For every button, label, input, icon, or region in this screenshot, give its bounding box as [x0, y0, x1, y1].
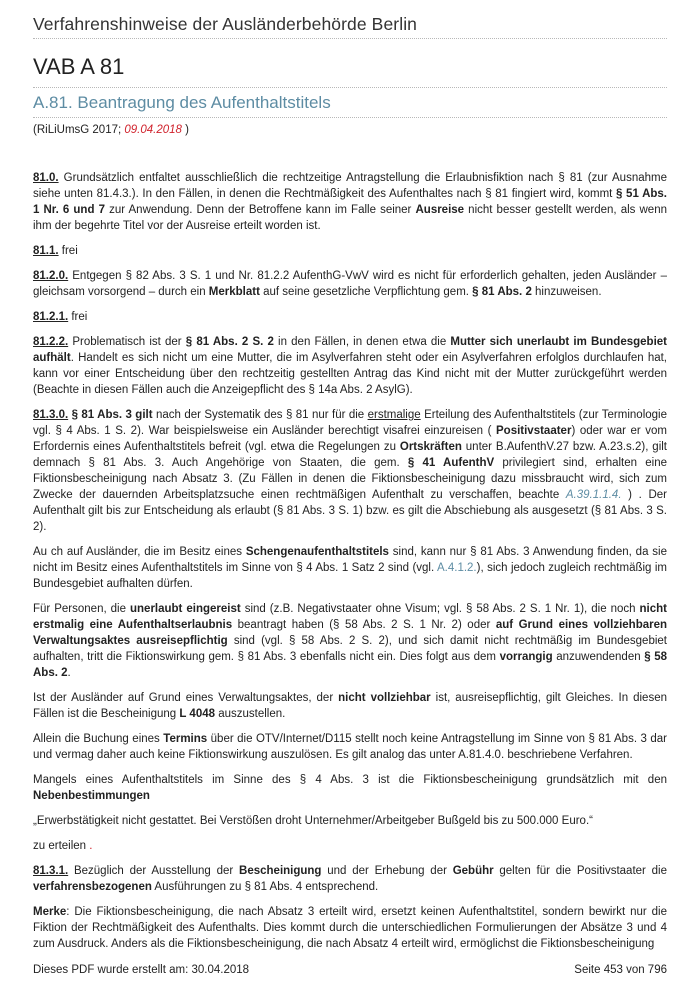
paragraph-number[interactable]: 81.0.	[33, 172, 59, 184]
paragraph-81-0: 81.0. Grundsätzlich entfaltet ausschließlich die rechtzeitige Antragstellung die Erlaubnisfiktion nach § 81 (zur Ausnahme siehe unten 81.4.3.). In den Fällen, in denen die Rechtmäßigkeit des Aufenthaltes nach § 81 fingiert wird, kommt § 51 Abs. 1 Nr. 6 und 7 zur Anwendung. Denn der Betroffene kann im Falle seiner Ausreise nicht besser gestellt werden, als wenn ihm der begehrte Titel vor der Ausreise erteilt worden ist.	[33, 172, 667, 232]
paragraph-nebenbestimmungen: Mangels eines Aufenthaltstitels im Sinne des § 4 Abs. 3 ist die Fiktionsbescheinigung grundsätzlich mit den Nebenbestimmungen	[33, 774, 667, 802]
page-number: Seite 453 von 796	[574, 964, 667, 976]
paragraph-number[interactable]: 81.2.2.	[33, 336, 69, 348]
paragraph-81-3-0: 81.3.0. § 81 Abs. 3 gilt nach der Systematik des § 81 nur für die erstmalige Erteilung des Aufenthaltstitels (zur Terminologie vgl. § 4 Abs. 1 S. 2). War beispielsweise ein Ausländer berechtigt visafrei einzureisen ( Positivstaater) oder war er vom Erfordernis eines Aufenthaltstitels befreit (vgl. etwa die Regelungen zu Ortskräften unter B.AufenthV.27 bzw. A.23.s.2), gilt demnach § 81 Abs. 3. Auch Angehörige von Staaten, die gem. § 41 AufenthV privilegiert sind, erhalten eine Fiktionsbescheinigung nach Absatz 3. (Zu Fällen in denen die Fiktionsbescheinigung dazu missbraucht wird, sich zum Zwecke der dauernden Arbeitsplatzsuche einen rechtmäßigen Aufenthalt zu verschaffen, beachte A.39.1.1.4. ) . Der Aufenthalt gilt bis zur Entscheidung als erlaubt (§ 81 Abs. 3 S. 1) bzw. es gilt die Abschiebung als ausgesetzt (§ 81 Abs. 3 S. 2).	[33, 409, 668, 533]
cross-reference-link[interactable]: A.4.1.2.	[436, 562, 477, 574]
paragraph-quote: „Erwerbstätigkeit nicht gestattet. Bei Verstößen droht Unternehmer/Arbeitgeber Bußgeld bis zu 500.000 Euro.“	[33, 815, 593, 827]
created-date: Dieses PDF wurde erstellt am: 30.04.2018	[33, 964, 250, 976]
paragraph-81-3-1: 81.3.1. Bezüglich der Ausstellung der Bescheinigung und der Erhebung der Gebühr gelten für die Positivstaater die verfahrensbezogenen Ausführungen zu § 81 Abs. 4 entsprechend.	[33, 865, 667, 893]
document-title: VAB A 81	[33, 54, 125, 79]
paragraph-number[interactable]: 81.2.1.	[33, 311, 69, 323]
paragraph-number[interactable]: 81.3.1.	[33, 865, 69, 877]
document-body	[33, 170, 667, 961]
paragraph-zu-erteilen: zu erteilen .	[33, 840, 93, 852]
cross-reference-link[interactable]: A.39.1.1.4.	[565, 489, 622, 501]
title-divider	[33, 87, 667, 88]
paragraph-number[interactable]: 81.3.0.	[33, 409, 69, 421]
section-title: A.81. Beantragung des Aufenthaltstitels	[33, 93, 331, 112]
paragraph-number[interactable]: 81.2.0.	[33, 270, 69, 282]
paragraph-verwaltungsakt: Ist der Ausländer auf Grund eines Verwaltungsaktes, der nicht vollziehbar ist, ausreisepflichtig, gilt Gleiches. In diesen Fällen ist die Bescheinigung L 4048 auszustellen.	[33, 692, 667, 720]
section-divider	[33, 117, 667, 118]
header-divider	[33, 38, 667, 39]
paragraph-schengen: Au ch auf Ausländer, die im Besitz eines Schengenaufenthaltstitels sind, kann nur § 81 Abs. 3 Anwendung finden, da sie nicht im Besitz eines Aufenthaltstitels im Sinne von § 4 Abs. 1 Satz 2 sind (vgl. A.4.1.2.), sich jedoch zugleich rechtmäßig im Bundesgebiet aufhalten dürfen.	[33, 546, 668, 590]
paragraph-81-2-2: 81.2.2. Problematisch ist der § 81 Abs. 2 S. 2 in den Fällen, in denen etwa die Mutter sich unerlaubt im Bundesgebiet aufhält. Handelt es sich nicht um eine Mutter, die im Asylverfahren steht oder ein Asylverfahren erfolglos durchlaufen hat, kann vor einer Entscheidung über den rechtzeitig gestellten Antrag das Kind nicht mit der Mutter zurückgeführt werden (Beachte in diesen Fällen auch die Anzeigepflicht des § 14a Abs. 2 AsylG).	[33, 336, 667, 396]
paragraph-termin: Allein die Buchung eines Termins über die OTV/Internet/D115 stellt noch keine Antragstellung im Sinne von § 81 Abs. 3 dar und vermag daher auch keine Fiktionswirkung auszulösen. Es gilt analog das unter A.81.4.0. beschriebene Verfahren.	[33, 733, 667, 761]
site-title: Verfahrenshinweise der Ausländerbehörde Berlin	[33, 14, 418, 34]
paragraph-merke: Merke: Die Fiktionsbescheinigung, die nach Absatz 3 erteilt wird, ersetzt keinen Aufenthaltstitel, sondern bewirkt nur die Fiktion der Rechtmäßigkeit des Aufenthalts. Dies kommt durch die unterschiedlichen Formulierungen der Absätze 3 und 4 zum Ausdruck. Anders als die Fiktionsbescheinigung, die nach Absatz 4 erteilt wird, ermöglichst die Fiktionsbescheinigung	[33, 906, 667, 950]
paragraph-81-1: 81.1. frei	[33, 245, 78, 257]
source-line: (RiLiUmsG 2017; 09.04.2018 )	[33, 124, 189, 136]
paragraph-number[interactable]: 81.1.	[33, 245, 59, 257]
page-footer	[33, 964, 667, 976]
paragraph-unerlaubt: Für Personen, die unerlaubt eingereist sind (z.B. Negativstaater ohne Visum; vgl. § 58 Abs. 2 S. 1 Nr. 1), die noch nicht erstmalig eine Aufenthaltserlaubnis beantragt haben (§ 58 Abs. 2 S. 1 Nr. 2) oder auf Grund eines vollziehbaren Verwaltungsaktes ausreisepflichtig sind (vgl. § 58 Abs. 2 S. 2), und sich damit nicht rechtmäßig im Bundesgebiet aufhalten, tritt die Fiktionswirkung gem. § 81 Abs. 3 ebenfalls nicht ein. Dies folgt aus dem vorrangig anzuwendenden § 58 Abs. 2.	[33, 603, 668, 679]
paragraph-81-2-1: 81.2.1. frei	[33, 311, 88, 323]
paragraph-81-2-0: 81.2.0. Entgegen § 82 Abs. 3 S. 1 und Nr. 81.2.2 AufenthG-VwV wird es nicht für erforderlich gehalten, jeden Ausländer – gleichsam vorsorgend – durch ein Merkblatt auf seine gesetzliche Verpflichtung gem. § 81 Abs. 2 hinzuweisen.	[33, 270, 667, 298]
source-date: 09.04.2018	[124, 124, 182, 136]
